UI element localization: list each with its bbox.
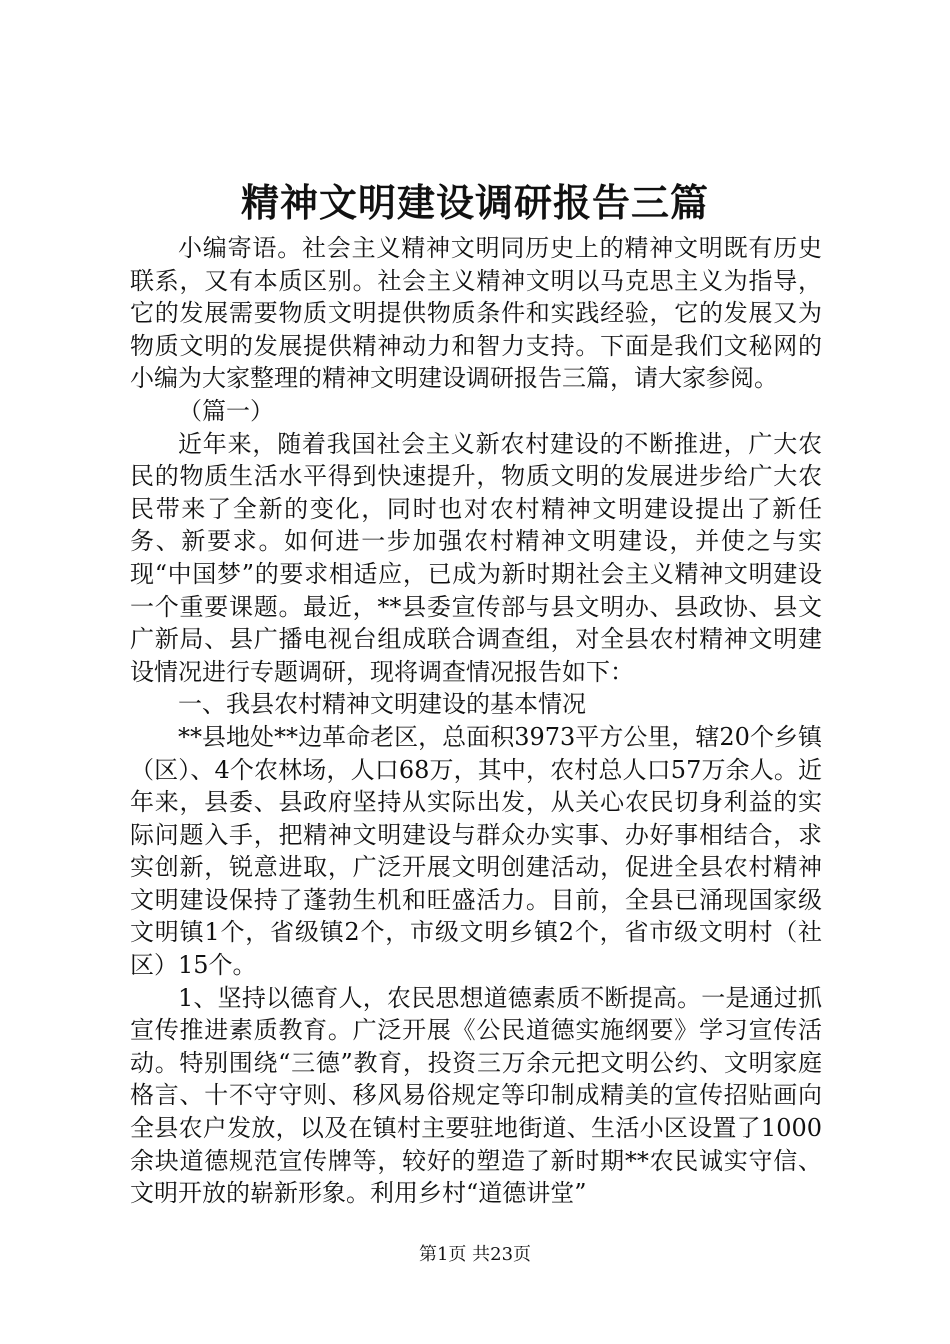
document-body (130, 232, 822, 1210)
body-paragraph: 1、坚持以德育人，农民思想道德素质不断提高。一是通过抓宣传推进素质教育。广泛开展《公民道德实施纲要》学习宣传活动。特别围绕“三德”教育，投资三万余元把文明公约、文明家庭格言、十不守守则、移风易俗规定等印制成精美的宣传招贴画向全县农户发放，以及在镇村主要驻地街道、生活小区设置了1000余块道德规范宣传牌等，较好的塑造了新时期**农民诚实守信、文明开放的崭新形象。利用乡村“道德讲堂” (130, 983, 822, 1208)
page-footer: 第1页 共23页 (418, 1244, 532, 1265)
section-heading: 一、我县农村精神文明建设的基本情况 (178, 690, 586, 719)
section-label: （篇一） (178, 396, 274, 425)
body-paragraph: 近年来，随着我国社会主义新农村建设的不断推进，广大农民的物质生活水平得到快速提升，物质文明的发展进步给广大农民带来了全新的变化，同时也对农村精神文明建设提出了新任务、新要求。如何进一步加强农村精神文明建设，并使之与实现“中国梦”的要求相适应，已成为新时期社会主义精神文明建设一个重要课题。最近，**县委宣传部与县文明办、县政协、县文广新局、县广播电视台组成联合调查组，对全县农村精神文明建设情况进行专题调研，现将调查情况报告如下： (130, 429, 822, 686)
document-title: 精神文明建设调研报告三篇 (240, 180, 709, 225)
body-paragraph: **县地处**边革命老区，总面积3973平方公里，辖20个乡镇（区）、4个农林场，人口68万，其中，农村总人口57万余人。近年来，县委、县政府坚持从实际出发，从关心农民切身利益的实际问题入手，把精神文明建设与群众办实事、办好事相结合，求实创新，锐意进取，广泛开展文明创建活动，促进全县农村精神文明建设保持了蓬勃生机和旺盛活力。目前，全县已涌现国家级文明镇1个，省级镇2个，市级文明乡镇2个，省市级文明村（社区）15个。 (130, 722, 822, 980)
intro-paragraph: 小编寄语。社会主义精神文明同历史上的精神文明既有历史联系，又有本质区别。社会主义精神文明以马克思主义为指导，它的发展需要物质文明提供物质条件和实践经验，它的发展又为物质文明的发展提供精神动力和智力支持。下面是我们文秘网的小编为大家整理的精神文明建设调研报告三篇，请大家参阅。 (130, 234, 822, 393)
